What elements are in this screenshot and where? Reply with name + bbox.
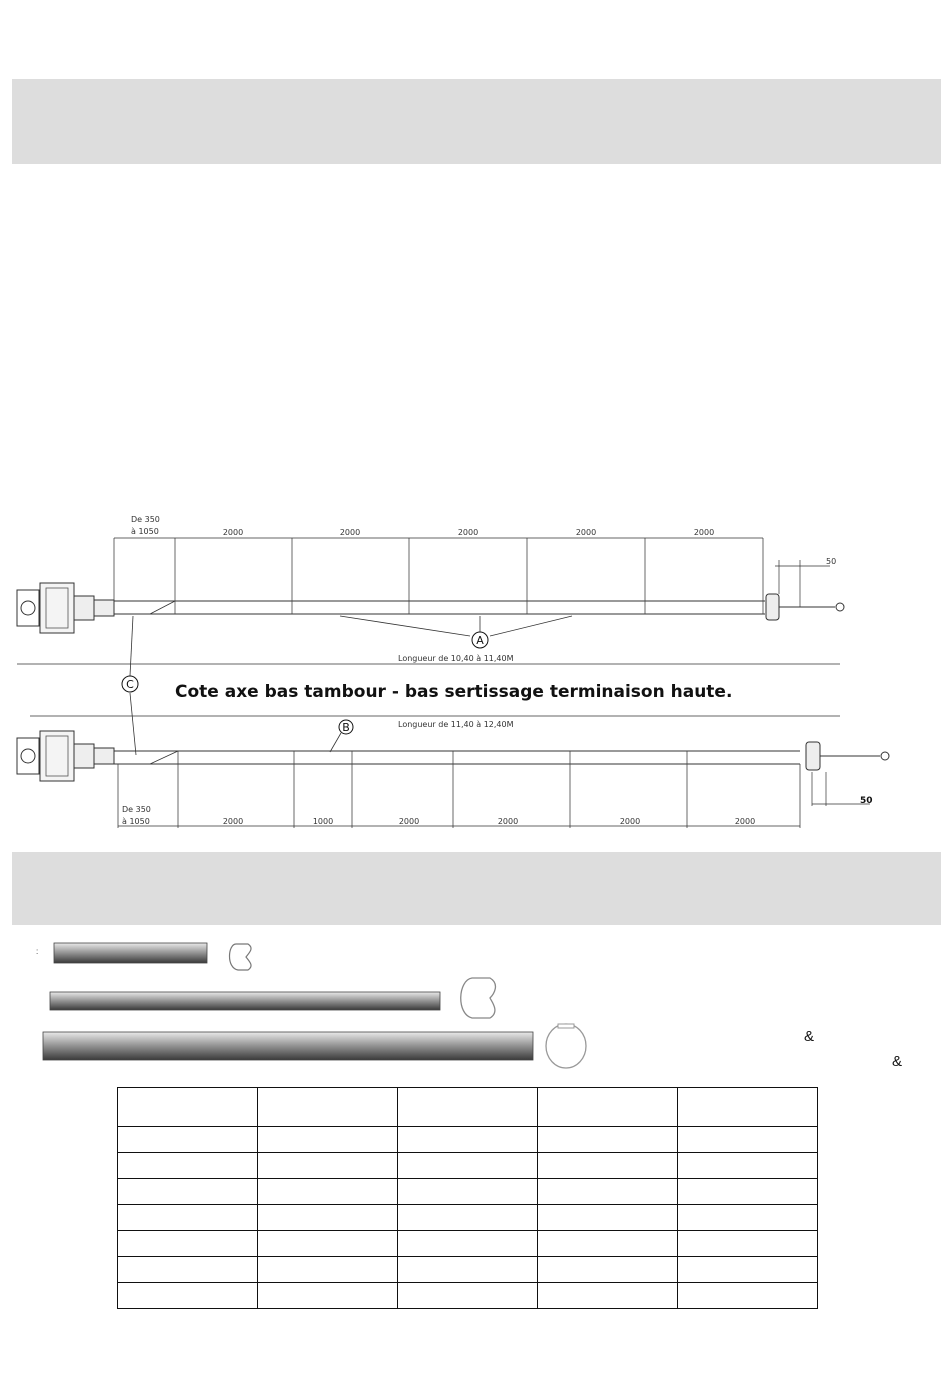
axle-drawing [0,500,950,840]
table-cell [678,1231,818,1257]
table-cell [398,1257,538,1283]
table-cell [258,1153,398,1179]
upper-offset-label-2: à 1050 [131,527,159,536]
tube-section-medium [461,978,496,1018]
upper-segment-dim: 2000 [693,528,715,537]
lower-motor-body [40,731,74,781]
lower-segment-dim: 2000 [734,817,756,826]
lower-offset-label-2: à 1050 [122,817,150,826]
table-cell [678,1127,818,1153]
callout-c: C [126,678,134,691]
drawing-title: Cote axe bas tambour - bas sertissage terminaison haute. [175,682,733,702]
upper-segment-dim: 2000 [457,528,479,537]
lower-end-cap [806,742,820,770]
upper-end-dim: 50 [826,557,837,566]
table-cell [258,1127,398,1153]
table-cell [398,1283,538,1309]
lower-axle [17,716,889,828]
upper-motor-dial [21,601,35,615]
ampersand-2: & [892,1053,903,1070]
table-row [118,1153,818,1179]
lower-end-dim: 50 [860,796,873,806]
table-cell [398,1127,538,1153]
upper-segment-dim: 2000 [339,528,361,537]
upper-segment-dim: 2000 [575,528,597,537]
table-cell [678,1179,818,1205]
callout-c-group [122,616,138,755]
table-cell [538,1283,678,1309]
upper-axle [17,515,844,664]
table-cell [398,1205,538,1231]
upper-segment-dim: 2000 [222,528,244,537]
lower-segment-dim: 1000 [312,817,334,826]
table-cell [538,1179,678,1205]
table-row [118,1127,818,1153]
table-cell [118,1231,258,1257]
lower-offset-label-1: De 350 [122,805,151,814]
tube-section-large [546,1024,586,1068]
lower-segment-dim: 2000 [222,817,244,826]
table-header-cell [258,1088,398,1127]
table-header-cell [118,1088,258,1127]
table-row [118,1179,818,1205]
table-cell [258,1257,398,1283]
spec-table [117,1087,818,1309]
section-band [12,852,941,925]
table-cell [398,1231,538,1257]
table-cell [398,1153,538,1179]
tube-profile-small [54,943,207,963]
table-cell [118,1179,258,1205]
bullet-mark: : [36,947,39,956]
table-cell [258,1231,398,1257]
table-cell [538,1153,678,1179]
table-row [118,1205,818,1231]
table-cell [118,1153,258,1179]
lower-segment-dim: 2000 [619,817,641,826]
table-cell [118,1283,258,1309]
table-cell [538,1231,678,1257]
callout-b: B [342,721,350,734]
table-cell [118,1257,258,1283]
table-cell [258,1283,398,1309]
table-cell [258,1179,398,1205]
table-cell [678,1283,818,1309]
table-cell [678,1257,818,1283]
upper-length-label: Longueur de 10,40 à 11,40M [398,654,514,663]
tube-profiles [0,935,950,1075]
table-header-cell [398,1088,538,1127]
table-cell [258,1205,398,1231]
ampersand-1: & [804,1028,815,1045]
lower-length-label: Longueur de 11,40 à 12,40M [398,720,514,729]
tube-section-small [230,944,252,970]
table-header-cell [678,1088,818,1127]
lower-end-eye [881,752,889,760]
lower-segment-dim: 2000 [398,817,420,826]
table-row [118,1231,818,1257]
table-cell [538,1127,678,1153]
lower-segment-dim: 2000 [497,817,519,826]
callout-a: A [476,634,484,647]
table-cell [678,1205,818,1231]
lower-motor-dial [21,749,35,763]
tube-profile-medium [50,992,440,1010]
table-cell [118,1127,258,1153]
table-cell [118,1205,258,1231]
upper-motor-body [40,583,74,633]
table-cell [398,1179,538,1205]
table-cell [538,1257,678,1283]
table-cell [678,1153,818,1179]
table-header-row [118,1088,818,1127]
table-row [118,1257,818,1283]
header-band [12,79,941,164]
upper-end-cap [766,594,779,620]
upper-offset-label-1: De 350 [131,515,160,524]
table-cell [538,1205,678,1231]
upper-end-eye [836,603,844,611]
table-row [118,1283,818,1309]
tube-profile-large [43,1032,533,1060]
table-header-cell [538,1088,678,1127]
